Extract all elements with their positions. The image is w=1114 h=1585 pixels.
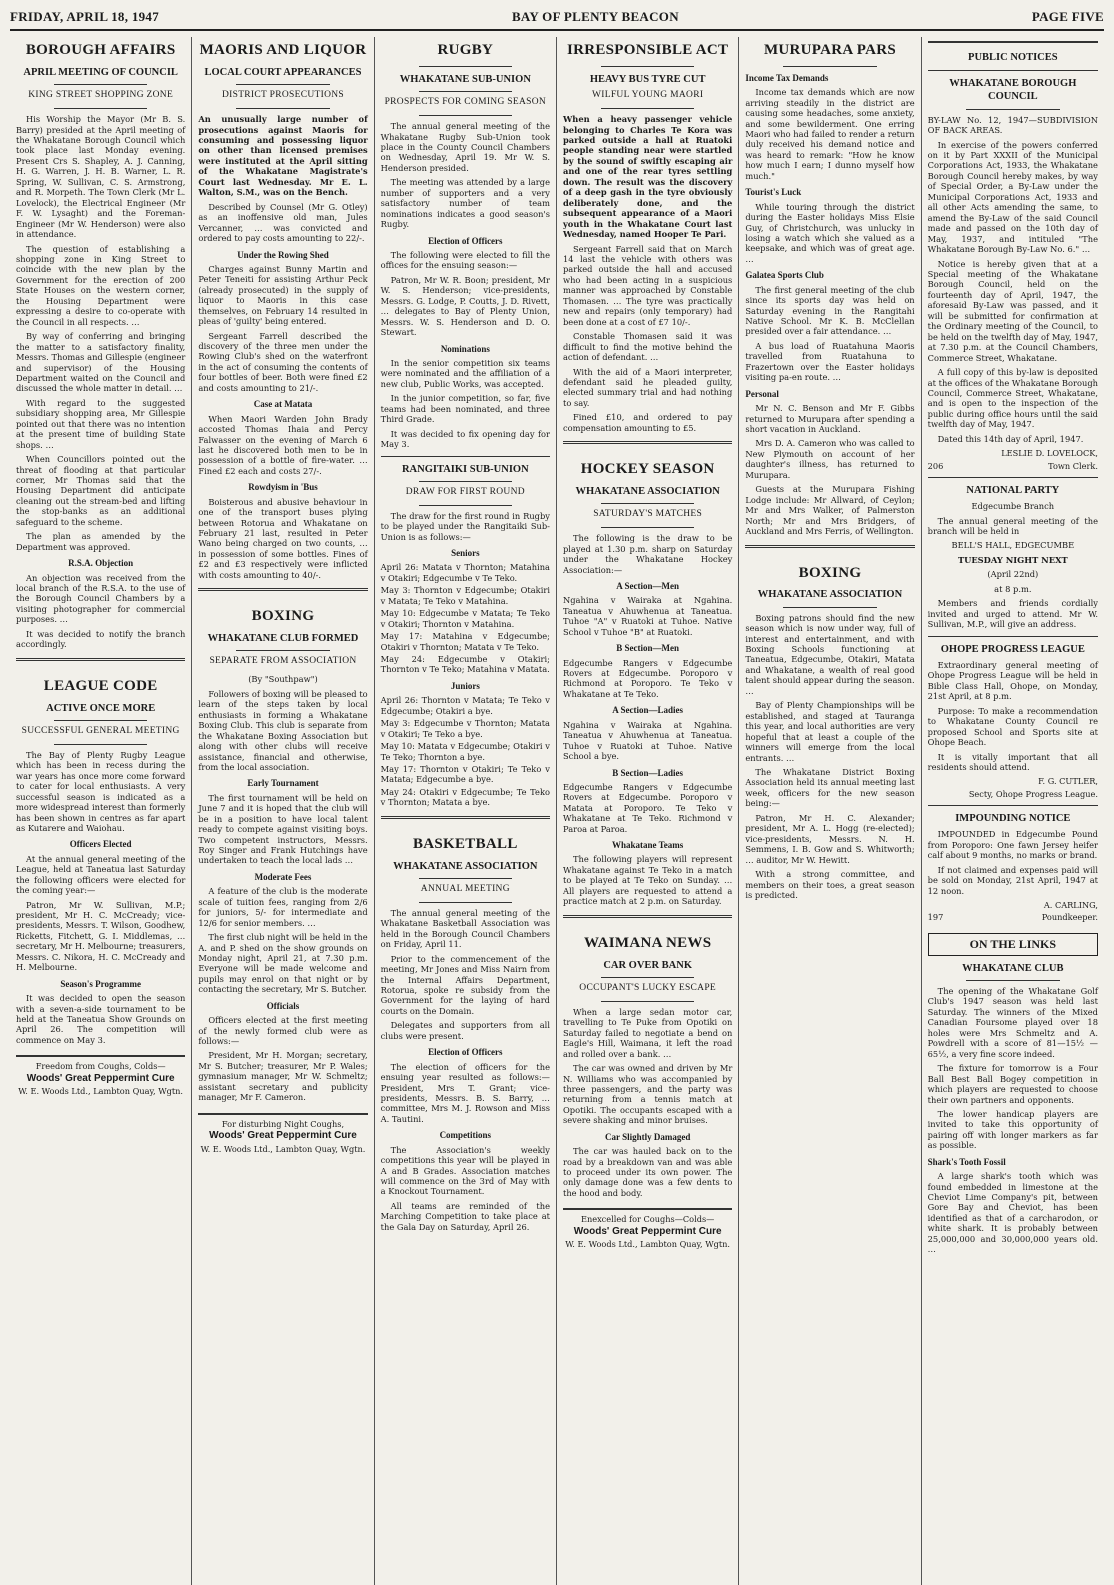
subhead-local-court: LOCAL COURT APPEARANCES	[204, 66, 362, 78]
paragraph: The Association's weekly competitions this year will be played in A and B Grades. Association matches will commence on the 3rd of May with a Knockout Tournament.	[380, 1144, 550, 1197]
divider	[419, 505, 512, 506]
paragraph: Guests at the Murupara Fishing Lodge include: Mr Allward, of Ceylon; Mr and Mrs Walker, of Palmerston North; Mr and Mrs Bridgers, of Auckland and Mrs Ferris, of Wellington.	[745, 484, 915, 537]
divider	[745, 545, 914, 548]
subhead-tyre-cut: HEAVY BUS TYRE CUT	[589, 73, 706, 85]
signature: A. CARLING,	[1043, 900, 1098, 910]
paragraph: A feature of the club is the moderate scale of tuition fees, ranging from 2/6 for juniors, 5/- for intermediate and 12/6 for senior members. …	[198, 886, 368, 928]
divider	[601, 1001, 694, 1002]
divider	[54, 84, 147, 85]
fixture-line: May 17: Thornton v Otakiri; Te Teko v Matata; Edgecumbe a bye.	[380, 763, 550, 785]
masthead-page: PAGE FIVE	[1031, 9, 1104, 24]
headline-maoris-liquor: MAORIS AND LIQUOR	[199, 42, 367, 58]
paragraph: The following players will represent Whakatane against Te Teko in a match to be played at Te Teko on Sunday. … All players are requested to attend a practice match at 2 p.m. on Saturday.	[562, 854, 733, 907]
np-hall: BELL'S HALL, EDGECUMBE	[951, 540, 1075, 551]
np-when: TUESDAY NIGHT NEXT	[957, 554, 1068, 565]
paragraph: Delegates and supporters from all clubs were present.	[380, 1020, 550, 1041]
notice-number: 197	[927, 912, 944, 923]
side-head-damaged: Car Slightly Damaged	[604, 1131, 691, 1142]
paragraph: A full copy of this by-law is deposited at the offices of the Whakatane Borough Council, Commerce Street, Whakatane, and is open to the inspection of the public during office hours until the said twelfth day of May, 1947.	[927, 367, 1098, 430]
paragraph: At the annual general meeting of the League, held at Taneatua last Saturday the following officers were elected for the coming year:—	[16, 853, 186, 896]
advertisement	[198, 1113, 367, 1154]
paragraph: Edgecumbe Rangers v Edgecumbe Rovers at Edgecumbe. Poroporo v Richmond at Poroporo. Te Teko v Whakatane at Te Teko.	[562, 657, 733, 699]
divider	[601, 108, 694, 109]
paragraph: When Maori Warden John Brady accosted Thomas Ihaia and Percy Falwasser on the evening of March 6 last he discovered both men to be in possession of a bottle of fire-water. … Fined £2 each and costs 27/-.	[198, 413, 368, 476]
headline-murupara-pars: MURUPARA PARS	[763, 42, 897, 58]
paragraph: Officers elected at the first meeting of the newly formed club were as follows:—	[198, 1015, 368, 1047]
paragraph: Extraordinary general meeting of Ohope Progress League will be held in Bible Class Hall, Ohope, on Monday, 21st April, at 8 p.m.	[927, 659, 1098, 702]
divider	[236, 84, 329, 85]
paragraph: It is vitally important that all residents should attend.	[927, 751, 1098, 772]
ad-line: Enexcelled for Coughs—Colds—	[580, 1214, 715, 1225]
subhead-hockey-association: WHAKATANE ASSOCIATION	[575, 486, 720, 498]
paragraph: The car was hauled back on to the road by a breakdown van and was able to proceed under its own power. The only damage done was a few dents to the hood and body.	[562, 1146, 733, 1198]
divider	[928, 636, 1098, 637]
headline-league-code: LEAGUE CODE	[43, 677, 158, 694]
deck-draw: DRAW FOR FIRST ROUND	[405, 486, 525, 497]
side-head-officials: Officials	[266, 1000, 300, 1011]
ad-product: Woods' Great Peppermint Cure	[26, 1072, 175, 1084]
deck-separate: SEPARATE FROM ASSOCIATION	[209, 656, 357, 667]
paragraph: Constable Thomasen said it was difficult to find the motive behind the action of defendant. …	[562, 331, 733, 363]
side-head-rowdyism: Rowdyism in 'Bus	[248, 482, 318, 493]
paragraph: Prior to the commencement of the meeting, Mr Jones and Miss Nairn from the Internal Affairs Department, Rotorua, spoke re subsidy from the Government for the laying of hard courts on the Domain.	[380, 953, 550, 1016]
divider	[381, 816, 550, 819]
divider	[966, 109, 1060, 110]
ad-line: W. E. Woods Ltd., Lambton Quay, Wgtn.	[18, 1086, 184, 1097]
fixture-line: May 10: Edgecumbe v Matata; Te Teko v Otakiri; Thornton v Matahina.	[380, 608, 550, 629]
side-head-b-men: B Section—Men	[616, 643, 680, 654]
paragraph: A bus load of Ruatahuna Maoris travelled from Ruatahuna to Frazertown over the Easter holidays visiting pa-en route. …	[745, 340, 915, 383]
paragraph: The Bay of Plenty Rugby League which has been in recess during the war years has once more come forward to cater for local enthusiasts. A very successful season is indicated as a more widespread interest than formerly has been shown in centres as far apart as Kutarere and Waiohau.	[16, 749, 186, 833]
masthead	[10, 8, 1104, 31]
divider	[601, 527, 694, 528]
divider	[54, 720, 147, 721]
paragraph: The fixture for tomorrow is a Four Ball Best Ball Bogey competition in which players are requested to choose their own partners and opponents.	[927, 1063, 1098, 1105]
fixture-line: May 17: Matahina v Edgecumbe; Otakiri v Thornton; Matata v Te Teko.	[380, 631, 550, 652]
masthead-paper: BAY OF PLENTY BEACON	[511, 9, 679, 24]
paragraph: The lower handicap players are invited to take this opportunity of pairing off with longer markers as far as possible.	[927, 1108, 1098, 1151]
side-head-personal: Personal	[745, 388, 779, 399]
paragraph: The meeting was attended by a large number of supporters and a very satisfactory number of team nominations indicates a good season's Rugby.	[380, 177, 550, 230]
side-head-nominations: Nominations	[440, 343, 490, 354]
np-branch: Edgecumbe Branch	[971, 501, 1055, 512]
paragraph: His Worship the Mayor (Mr B. S. Barry) presided at the April meeting of the Whakatane Borough Council which took place last Monday evening. Present Crs S. Shapley, A. J. Canning, H. G. Warren, J. H. B. Warner, L. R. Spring, W. Sullivan, C. S. Armstrong, and R. Morpeth. The Town Clerk (Mr L. Lovelock), the Electrical Engineer (Mr F. W. Lysaght) and the Foreman-Engineer (Mr W. Henderson) were also in attendance.	[16, 114, 186, 240]
column-1	[10, 37, 192, 1585]
ad-line: W. E. Woods Ltd., Lambton Quay, Wgtn.	[200, 1143, 366, 1154]
headline-waimana: WAIMANA NEWS	[583, 934, 712, 951]
fixture-line: April 26: Thornton v Matata; Te Teko v Edgecumbe; Otakiri a bye.	[380, 695, 550, 716]
deck-annual-meeting: ANNUAL MEETING	[420, 883, 510, 894]
fixture-line: April 26: Matata v Thornton; Matahina v Otakiri; Edgecumbe v Te Teko.	[380, 562, 550, 583]
paragraph: All teams are reminded of the Marching Competition to take place at the Gala Day on Saturday, April 26.	[380, 1200, 550, 1232]
paragraph: The first general meeting of the club since its sports day was held on Saturday evening in the Rangitahi Native School. Mr K. B. McClellan presided over a fair attendance. …	[745, 284, 915, 337]
paragraph: A large shark's tooth which was found embedded in limestone at the Cheviot Lime Company's pit, between Gore Bay and Cheviot, has been identified as that of a carcharodon, or white shark. It is probably between 25,000,000 and 30,000,000 years old. …	[927, 1171, 1098, 1255]
paragraph: Patron, Mr H. C. Alexander; president, Mr A. L. Hogg (re-elected); vice-presidents, Messrs. N. H. Semmens, I. B. Gow and S. Whitworth; … auditor, Mr W. Hewitt.	[745, 812, 915, 865]
ad-line: Freedom from Coughs, Colds—	[35, 1061, 166, 1072]
ad-product: Woods' Great Peppermint Cure	[209, 1130, 357, 1142]
paragraph: In exercise of the powers conferred on it by Part XXXII of the Municipal Corporations Act, 1933, the Whakatane Borough Council hereby makes, by way of Special Order, a By-Law under the Municipal Corporations Act, 1933 and all other Acts amending the same, to amend the By-Law of the said Council made and passed on the 10th day of May, 1937, and intituled "The Whakatane Borough By-Law No. 6." …	[927, 139, 1098, 255]
paragraph: Sergeant Farrell described the discovery of the three men under the Rowing Club's shed on the waterfront in the act of consuming the contents of four bottles of beer. Both were fined £2 and costs amounting to 21/-.	[198, 330, 368, 393]
divider	[419, 878, 512, 879]
column-2	[192, 37, 374, 1585]
columns	[10, 37, 1104, 1585]
paragraph: Boxing patrons should find the new season which is now under way, full of interest and entertainment, and with Boxing Schools functioning at Taneatua, Edgecumbe, Otakiri, Matata and Whakatane, a wealth of real good talent should appear during the season. …	[745, 612, 915, 696]
side-head-teams: Whakatane Teams	[612, 840, 684, 851]
paragraph: If not claimed and expenses paid will be sold on Monday, 21st April, 1947 at 12 noon.	[927, 864, 1098, 896]
paragraph: In the senior competition six teams were nominated and the affiliation of a new club, Public Works, was accepted.	[380, 357, 550, 389]
paragraph: Described by Counsel (Mr G. Otley) as an inoffensive old man, Jules Vercanner, … was convicted and ordered to pay costs amounting to 22/-.	[198, 201, 368, 244]
paragraph: Mr N. C. Benson and Mr F. Gibbs returned to Murupara after spending a short vacation in Auckland.	[745, 403, 915, 434]
headline-irresponsible-act: IRRESPONSIBLE ACT	[566, 42, 729, 58]
notice-number: 206	[927, 460, 944, 471]
side-head-a-ladies: A Section—Ladies	[612, 705, 684, 716]
paragraph: Boisterous and abusive behaviour in one of the transport buses plying between Rotorua and Whakatane on February 21 last, resulted in Peter Wano being charged on two counts, … in possession of some bottles. Fines of £2 and £3 respectively were inflicted with costs amounting to 40/-.	[198, 496, 368, 580]
paragraph: It was decided to open the season with a seven-a-side tournament to be held at the Taneatua Show Grounds on April 26. The competition will commence on May 3.	[16, 993, 186, 1045]
divider	[928, 477, 1098, 478]
divider	[563, 441, 732, 444]
side-head-competitions: Competitions	[439, 1130, 492, 1141]
divider	[54, 108, 147, 109]
ad-line: For disturbing Night Coughs,	[221, 1118, 345, 1129]
subhead-impounding: IMPOUNDING NOTICE	[955, 813, 1071, 825]
divider	[601, 977, 694, 978]
headline-boxing: BOXING	[251, 608, 315, 625]
side-head-income-tax: Income Tax Demands	[745, 72, 829, 83]
side-head-bb-election: Election of Officers	[428, 1047, 503, 1058]
side-head-moderate-fees: Moderate Fees	[254, 871, 312, 882]
paragraph: Edgecumbe Rangers v Edgecumbe Rovers at Edgecumbe. Poroporo v Matata at Poroporo. Te Teko v Whakatane at Te Teko. Richmond v Paroa at Paroa.	[562, 781, 733, 834]
paragraph: President, Mr H. Morgan; secretary, Mr S. Butcher; treasurer, Mr P. Wales; gymnasium manager, Mr W. Schmeltz; assistant secretary and publicity manager, Mr F. Cameron.	[198, 1050, 368, 1103]
column-5	[739, 37, 921, 1585]
np-time: at 8 p.m.	[994, 583, 1032, 594]
signature-role: Secty, Ohope Progress League.	[968, 788, 1098, 799]
divider	[419, 481, 512, 482]
side-head-tourists-luck: Tourist's Luck	[745, 187, 802, 198]
ad-line: W. E. Woods Ltd., Lambton Quay, Wgtn.	[565, 1239, 731, 1250]
paragraph: With the aid of a Maori interpreter, defendant said he pleaded guilty, elected summary trial and had nothing to say.	[562, 366, 733, 408]
fixture-line: May 3: Edgecumbe v Thornton; Matata v Otakiri; Te Teko a bye.	[380, 718, 550, 739]
paragraph: The Whakatane District Boxing Association held its annual meeting last week, officers for the new season being:—	[745, 766, 915, 809]
divider	[419, 902, 512, 903]
side-head-a-men: A Section—Men	[616, 581, 680, 592]
side-head-galatea: Galatea Sports Club	[745, 270, 824, 281]
advertisement	[16, 1055, 185, 1096]
side-head-officers: Officers Elected	[69, 839, 132, 850]
paragraph: When a large sedan motor car, travelling to Te Puke from Opotiki on Saturday failed to negotiate a bend on Eagle's Hill, Waimana, it left the road and rolled over a bank. …	[562, 1006, 733, 1059]
paragraph: Mrs D. A. Cameron who was called to New Plymouth on account of her daughter's illness, has returned to Murupara.	[745, 438, 915, 480]
paragraph: Ngahina v Wairaka at Ngahina. Taneatua v Ahuwhenua at Taneatua. Tuhoe "A" v Ruatoki at Tuhoe. Native School v Tuhoe "B" at Ruatoki.	[562, 595, 733, 637]
divider	[966, 980, 1060, 981]
divider	[783, 607, 876, 608]
np-date: (April 22nd)	[987, 569, 1039, 580]
paragraph: The annual general meeting of the Whakatane Rugby Sub-Union took place in the County Council Chambers on Wednesday, April 19. Mr W. S. Henderson presided.	[380, 121, 550, 173]
paragraph: Notice is hereby given that at a Special meeting of the Whakatane Borough Council, held on the fourteenth day of April, 1947, the aforesaid By-Law was passed, and it will be submitted for confirmation at the Ordinary meeting of the Council, to be held on the twelfth day of May, 1947, at 7.30 p.m. at the Council Chambers, Commerce Street, Whakatane.	[927, 258, 1098, 363]
headline-hockey: HOCKEY SEASON	[580, 461, 715, 478]
subhead-national-party: NATIONAL PARTY	[966, 484, 1060, 496]
signature-row	[928, 912, 1098, 922]
deck-successful-meeting: SUCCESSFUL GENERAL MEETING	[21, 725, 180, 736]
column-6	[922, 37, 1104, 1585]
paragraph: Income tax demands which are now arriving steadily in the district are causing some headaches, some anxiety, and some bewilderment. One erring Maori who had failed to render a return duly received his demand notice and was heard to remark: "How he know how much I earn; I dunno myself how much."	[745, 87, 915, 181]
paragraph: The following is the draw to be played at 1.30 p.m. sharp on Saturday under the Whakatane Hockey Association:—	[562, 533, 733, 575]
signature-row	[928, 461, 1098, 471]
fixture-line: May 10: Matata v Edgecumbe; Otakiri v Te Teko; Thornton a bye.	[380, 741, 550, 762]
fixture-line: May 3: Thornton v Edgecumbe; Otakiri v Matata; Te Teko v Matahina.	[380, 585, 550, 606]
paragraph: IMPOUNDED in Edgecumbe Pound from Poroporo: One fawn Jersey heifer calf about 9 months, no marks or brand.	[927, 829, 1098, 861]
subhead-boxing-association: WHAKATANE ASSOCIATION	[757, 589, 903, 601]
paragraph: The election of officers for the ensuing year resulted as follows:— President, Mrs T. Grant; vice-presidents, Messrs. B. S. Barry, … committee, Mrs M. J. Rowson and Miss A. Tautini.	[380, 1061, 550, 1124]
side-head-matata: Case at Matata	[253, 399, 313, 410]
deck-king-street: KING STREET SHOPPING ZONE	[28, 90, 174, 101]
divider	[783, 66, 876, 67]
fixture-line: May 24: Edgecumbe v Otakiri; Thornton v Te Teko; Matahina v Matata.	[380, 654, 550, 675]
side-head-juniors: Juniors	[450, 680, 480, 691]
signature: LESLIE D. LOVELOCK,	[1001, 448, 1098, 459]
divider	[236, 650, 329, 651]
paragraph: Patron, Mr W. Sullivan, M.P.; president, Mr H. C. McCready; vice-presidents, Messrs. T. Wilson, Goodhew, Ricketts, Fitchett, G. I. Middlemas, … secretary, Mr H. Melbourne; treasurers, Messrs. C. Nikora, H. C. McCready and H. Melbourne.	[16, 899, 186, 973]
subhead-public-notices: PUBLIC NOTICES	[968, 52, 1058, 63]
side-head-shark: Shark's Tooth Fossil	[927, 1156, 1006, 1167]
paragraph: It was decided to fix opening day for May 3.	[380, 428, 550, 450]
subhead-car-over-bank: CAR OVER BANK	[603, 959, 692, 971]
side-head-election: Election of Officers	[428, 235, 503, 246]
side-head-early-tournament: Early Tournament	[247, 778, 319, 789]
paragraph: An objection was received from the local branch of the R.S.A. to the use of the Borough Council Chambers by a visiting photographer for commercial purposes. …	[16, 572, 186, 625]
column-3	[375, 37, 557, 1585]
side-head-seniors: Seniors	[451, 548, 480, 559]
deck-wilful-maori: WILFUL YOUNG MAORI	[592, 90, 704, 101]
divider	[419, 66, 512, 67]
paragraph: The annual general meeting of the branch will be held in	[927, 515, 1098, 537]
subhead-club-formed: WHAKATANE CLUB FORMED	[207, 633, 359, 645]
paragraph: The first tournament will be held on June 7 and it is hoped that the club will be in a position to have local talent ready to compete against visiting boys. Two competent instructors, Messrs. Roy Singer and Frank Hutchings have undertaken to teach the local lads …	[198, 792, 368, 866]
masthead-date: FRIDAY, APRIL 18, 1947	[10, 9, 160, 24]
paragraph: In the junior competition, so far, five teams had been nominated, and three Third Grade.	[380, 393, 550, 425]
deck-prospects: PROSPECTS FOR COMING SEASON	[384, 97, 547, 108]
divider	[419, 115, 512, 116]
headline-boxing-association: BOXING	[798, 564, 862, 581]
paragraph: The draw for the first round in Rugby to be played under the Rangitaiki Sub-Union is as follows:—	[380, 510, 550, 542]
paragraph: The car was owned and driven by Mr N. Williams who was accompanied by three passengers, and the party was returning from a tennis match at Opotiki. The occupants escaped with a severe shaking and minor bruises.	[562, 1063, 733, 1126]
paragraph: The plan as amended by the Department was approved.	[16, 531, 186, 552]
subhead-whakatane-club: WHAKATANE CLUB	[962, 962, 1064, 974]
paragraph: Followers of boxing will be pleased to learn of the steps taken by local enthusiasts in forming a Whakatane Boxing Club. This club is separate from the Whakatane Boxing Association but along with other clubs will receive assistance, financial and otherwise, from the local association.	[198, 688, 368, 772]
divider	[381, 456, 550, 457]
divider	[928, 805, 1098, 806]
deck-saturday-matches: SATURDAY'S MATCHES	[593, 509, 703, 520]
signature: F. G. CUTLER,	[1038, 776, 1098, 787]
paragraph: While touring through the district during the Easter holidays Miss Elsie Guy, of Christchurch, was unlucky in losing a watch which she valued as a keepsake, and which was of great age. …	[745, 201, 915, 264]
public-notices-header	[928, 41, 1098, 71]
paragraph: Fined £10, and ordered to pay compensation amounting to £5.	[562, 412, 733, 433]
subhead-april-meeting: APRIL MEETING OF COUNCIL	[23, 66, 178, 78]
divider	[54, 744, 147, 745]
fixture-line: May 24: Otakiri v Edgecumbe; Te Teko v Thornton; Matata a bye.	[380, 786, 550, 808]
paragraph: Charges against Bunny Martin and Peter Teneiti for assisting Arthur Peck (already prosecuted) in the supply of liquor to Maoris in this case themselves, on February 14 resulted in pleas of 'guilty' being entered.	[198, 263, 368, 327]
paragraph: With regard to the suggested subsidiary shopping area, Mr Gillespie pointed out that there was no intention at the present time of building State shops. …	[16, 397, 186, 450]
signature-role: Town Clerk.	[1048, 460, 1098, 471]
divider	[601, 66, 694, 67]
paragraph: The following were elected to fill the offices for the ensuing season:—	[380, 249, 550, 271]
paragraph: By way of conferring and bringing the matter to a satisfactory finality, Messrs. Thomas and Gillespie (engineer and supervisor) of the Housing Department waited on the Council and discussed the whole matter in detail. …	[16, 331, 186, 394]
divider	[236, 108, 329, 109]
subhead-borough-council: WHAKATANE BOROUGH COUNCIL	[949, 78, 1077, 103]
headline-rugby: RUGBY	[437, 42, 494, 58]
divider	[601, 503, 694, 504]
paragraph: It was decided to notify the branch accordingly.	[16, 628, 186, 650]
side-head-b-ladies: B Section—Ladies	[612, 767, 684, 778]
divider	[419, 91, 512, 92]
paragraph: With a strong committee, and members on their toes, a great season is predicted.	[745, 869, 915, 900]
side-head-season: Season's Programme	[60, 978, 141, 989]
headline-borough-affairs: BOROUGH AFFAIRS	[25, 42, 176, 58]
paragraph: The opening of the Whakatane Golf Club's 1947 season was held last Saturday. The winners of the Mixed Canadian Foursome played over 18 holes were Mrs Schmeltz and A. Powdrell with a score of 81—15½ —65½, a very fine score indeed.	[927, 985, 1098, 1059]
paragraph: Sergeant Farrell said that on March 14 last the vehicle with others was parked outside the hall and accused who had been acting in a suspicious manner was approached by Constable Thomasen. … The tyre was practically new and repairs (only temporary) had been done at a cost of £7 10/-.	[562, 243, 733, 327]
bylaw-title: BY-LAW No. 12, 1947—SUBDIVISION OF BACK AREAS.	[927, 114, 1098, 136]
side-head-rowing-shed: Under the Rowing Shed	[237, 249, 329, 260]
paragraph: Dated this 14th day of April, 1947.	[937, 433, 1084, 444]
divider	[16, 658, 185, 661]
deck-district-prosecutions: DISTRICT PROSECUTIONS	[221, 90, 344, 101]
paragraph: The question of establishing a shopping zone in King Street to coincide with the new plan by the Government for the erection of 200 State Houses on the western corner, the Housing Department were expressing a desire to co-operate with the Council in all respects. …	[16, 243, 186, 327]
paragraph: Bay of Plenty Championships will be established, and staged at Tauranga this year, and local authorities are very hopeful that at least a couple of the winners will emerge from the local entrants. …	[745, 700, 915, 763]
lead-paragraph: An unusually large number of prosecutions against Maoris for consuming and possessing liquor on other than licensed premises were instituted at the April sitting of the Whakatane Magistrate's Court last Wednesday. Mr E. L. Walton, S.M., was on the Bench.	[198, 114, 368, 198]
deck-lucky-escape: OCCUPANT'S LUCKY ESCAPE	[579, 982, 717, 993]
divider	[563, 915, 732, 918]
subhead-whakatane-sub-union: WHAKATANE SUB-UNION	[399, 73, 531, 85]
advertisement	[563, 1208, 732, 1249]
paragraph: Ngahina v Wairaka at Ngahina. Taneatua v Ahuwhenua at Taneatua. Tuhoe v Ruatoki at Tuhoe. Native School a bye.	[562, 719, 733, 762]
divider	[198, 588, 367, 591]
lead-paragraph: When a heavy passenger vehicle belonging to Charles Te Kora was parked outside a hall at Ruatoki people standing near were startled by the sound of swiftly escaping air and one of the rear tyres settling down. The result was the discovery of a deep gash in the tyre obviously deliberately done, and the subsequent appearance of a Maori youth in the Whakatane Court last Wednesday, named Hooper Te Pari.	[562, 114, 733, 240]
paragraph: Patron, Mr W. R. Boon; president, Mr W. S. Henderson; vice-presidents, Messrs. G. Lodge, P. Coutts, J. D. Rivett, … delegates to Bay of Plenty Union, Messrs. W. S. Henderson and D. O. Stewart.	[380, 274, 550, 338]
column-4	[557, 37, 739, 1585]
signature-role: Poundkeeper.	[1041, 912, 1098, 923]
paragraph: When Councillors pointed out the threat of flooding at that particular corner, Mr Thomas said that the Housing Department did anticipate cleaning out the stream-bed and lifting the stop-banks as an additional safeguard to the scheme.	[16, 454, 186, 527]
headline-on-the-links: ON THE LINKS	[928, 933, 1098, 956]
ad-product: Woods' Great Peppermint Cure	[573, 1225, 722, 1237]
paragraph: Purpose: To make a recommendation to Whakatane County Council re proposed School and Sports site at Ohope Beach.	[927, 705, 1098, 748]
side-head-rsa: R.S.A. Objection	[68, 558, 134, 569]
subhead-active-once-more: ACTIVE ONCE MORE	[46, 702, 156, 714]
headline-basketball: BASKETBALL	[412, 835, 518, 852]
byline: (By "Southpaw")	[248, 674, 318, 685]
paragraph: The first club night will be held in the A. and P. shed on the show grounds on Monday night, April 21, at 7.30 p.m. Everyone will be made welcome and pupils may enrol on that night or by contacting the secretary, Mr S. Butcher.	[198, 932, 368, 995]
paragraph: Members and friends cordially invited and urged to attend. Mr W. Sullivan, M.P., will give an address.	[927, 598, 1098, 630]
paragraph: The annual general meeting of the Whakatane Basketball Association was held in the Borough Council Chambers on Friday, April 11.	[380, 907, 550, 950]
subhead-ohope: OHOPE PROGRESS LEAGUE	[940, 643, 1085, 655]
subhead-basketball-association: WHAKATANE ASSOCIATION	[393, 860, 538, 872]
subhead-rangitaiki: RANGITAIKI SUB-UNION	[401, 463, 529, 475]
